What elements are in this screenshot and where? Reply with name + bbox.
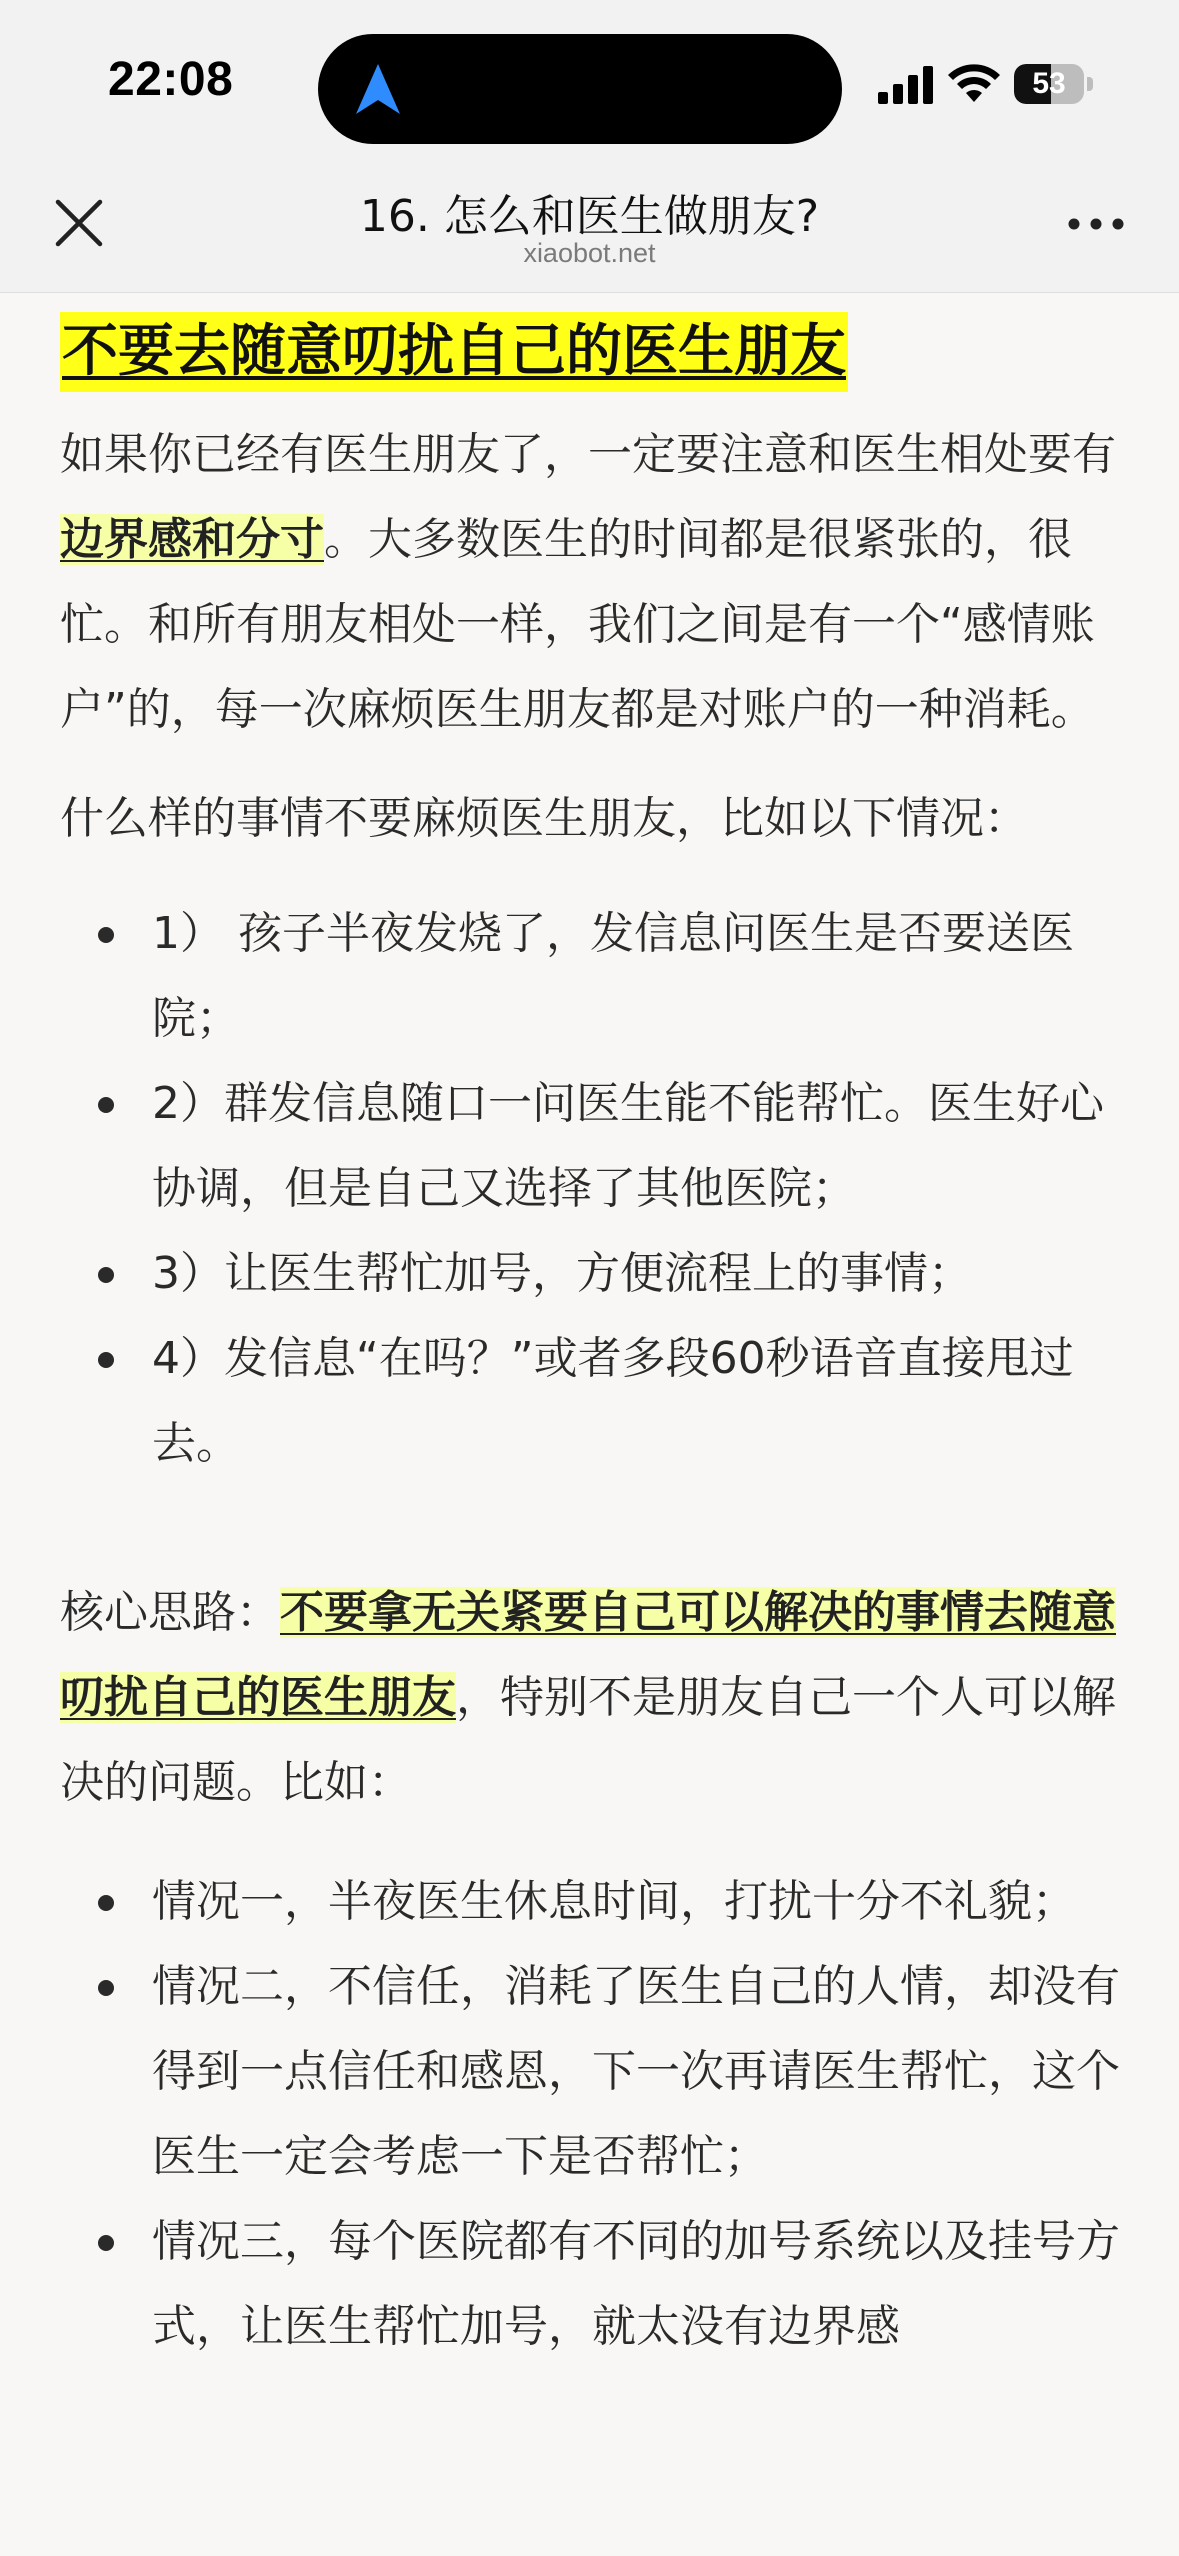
list-item: 2）群发信息随口一问医生能不能帮忙。医生好心协调，但是自己又选择了其他医院； [60, 1061, 1120, 1231]
more-icon[interactable] [1066, 206, 1126, 242]
bullet-icon [98, 1352, 114, 1368]
cases-list [60, 1859, 1120, 2369]
bullet-icon [98, 1097, 114, 1113]
list-item: 1） 孩子半夜发烧了，发信息问医生是否要送医院； [60, 891, 1120, 1061]
list-item: 3）让医生帮忙加号，方便流程上的事情； [60, 1231, 1120, 1316]
navigation-arrow-icon [352, 62, 404, 116]
paragraph-text: 核心思路： [60, 1587, 280, 1638]
dynamic-island [318, 34, 842, 144]
bullet-icon [98, 1267, 114, 1283]
cellular-signal-icon [878, 64, 934, 104]
paragraph-boundaries [60, 412, 1120, 752]
close-icon[interactable] [52, 196, 106, 250]
paragraph-core-idea [60, 1570, 1120, 1825]
browser-chrome [0, 0, 1179, 293]
paragraph-text: ，特别不是朋友自己一个人可以解决的问题。比如： [60, 1672, 1116, 1808]
paragraph-text: 如果你已经有医生朋友了，一定要注意和医生相处要有 [60, 429, 1116, 480]
battery-percentage: 53 [1032, 67, 1066, 100]
list-item: 情况三，每个医院都有不同的加号系统以及挂号方式，让医生帮忙加号，就太没有边界感 [60, 2199, 1120, 2369]
paragraph-text: 。大多数医生的时间都是很紧张的，很忙。和所有朋友相处一样，我们之间是有一个“感情账户”的，每一次麻烦医生朋友都是对账户的一种消耗。 [60, 514, 1095, 735]
paragraph-examples-intro: 什么样的事情不要麻烦医生朋友，比如以下情况： [60, 793, 1028, 844]
section-heading: 不要去随意叨扰自己的医生朋友 [60, 312, 848, 392]
list-item: 情况二，不信任，消耗了医生自己的人情，却没有得到一点信任和感恩，下一次再请医生帮忙，这个医生一定会考虑一下是否帮忙； [60, 1944, 1120, 2199]
bullet-icon [98, 927, 114, 943]
status-icons [878, 62, 1098, 112]
status-time: 22:08 [108, 53, 234, 106]
list-item: 情况一，半夜医生休息时间，打扰十分不礼貌； [60, 1859, 1120, 1944]
page-domain: xiaobot.net [523, 238, 656, 268]
article-body [60, 312, 1120, 2369]
situations-list [60, 891, 1120, 1486]
bullet-icon [98, 1895, 114, 1911]
bullet-icon [98, 1980, 114, 1996]
page-title: 16. 怎么和医生做朋友? [359, 191, 820, 242]
wifi-icon [946, 62, 1002, 104]
battery-icon [1014, 64, 1094, 104]
highlighted-phrase: 不要拿无关紧要自己可以解决的事情去随意叨扰自己的医生朋友 [60, 1587, 1116, 1723]
list-item: 4）发信息“在吗？”或者多段60秒语音直接甩过去。 [60, 1316, 1120, 1486]
bullet-icon [98, 2235, 114, 2251]
highlighted-phrase: 边界感和分寸 [60, 514, 324, 565]
